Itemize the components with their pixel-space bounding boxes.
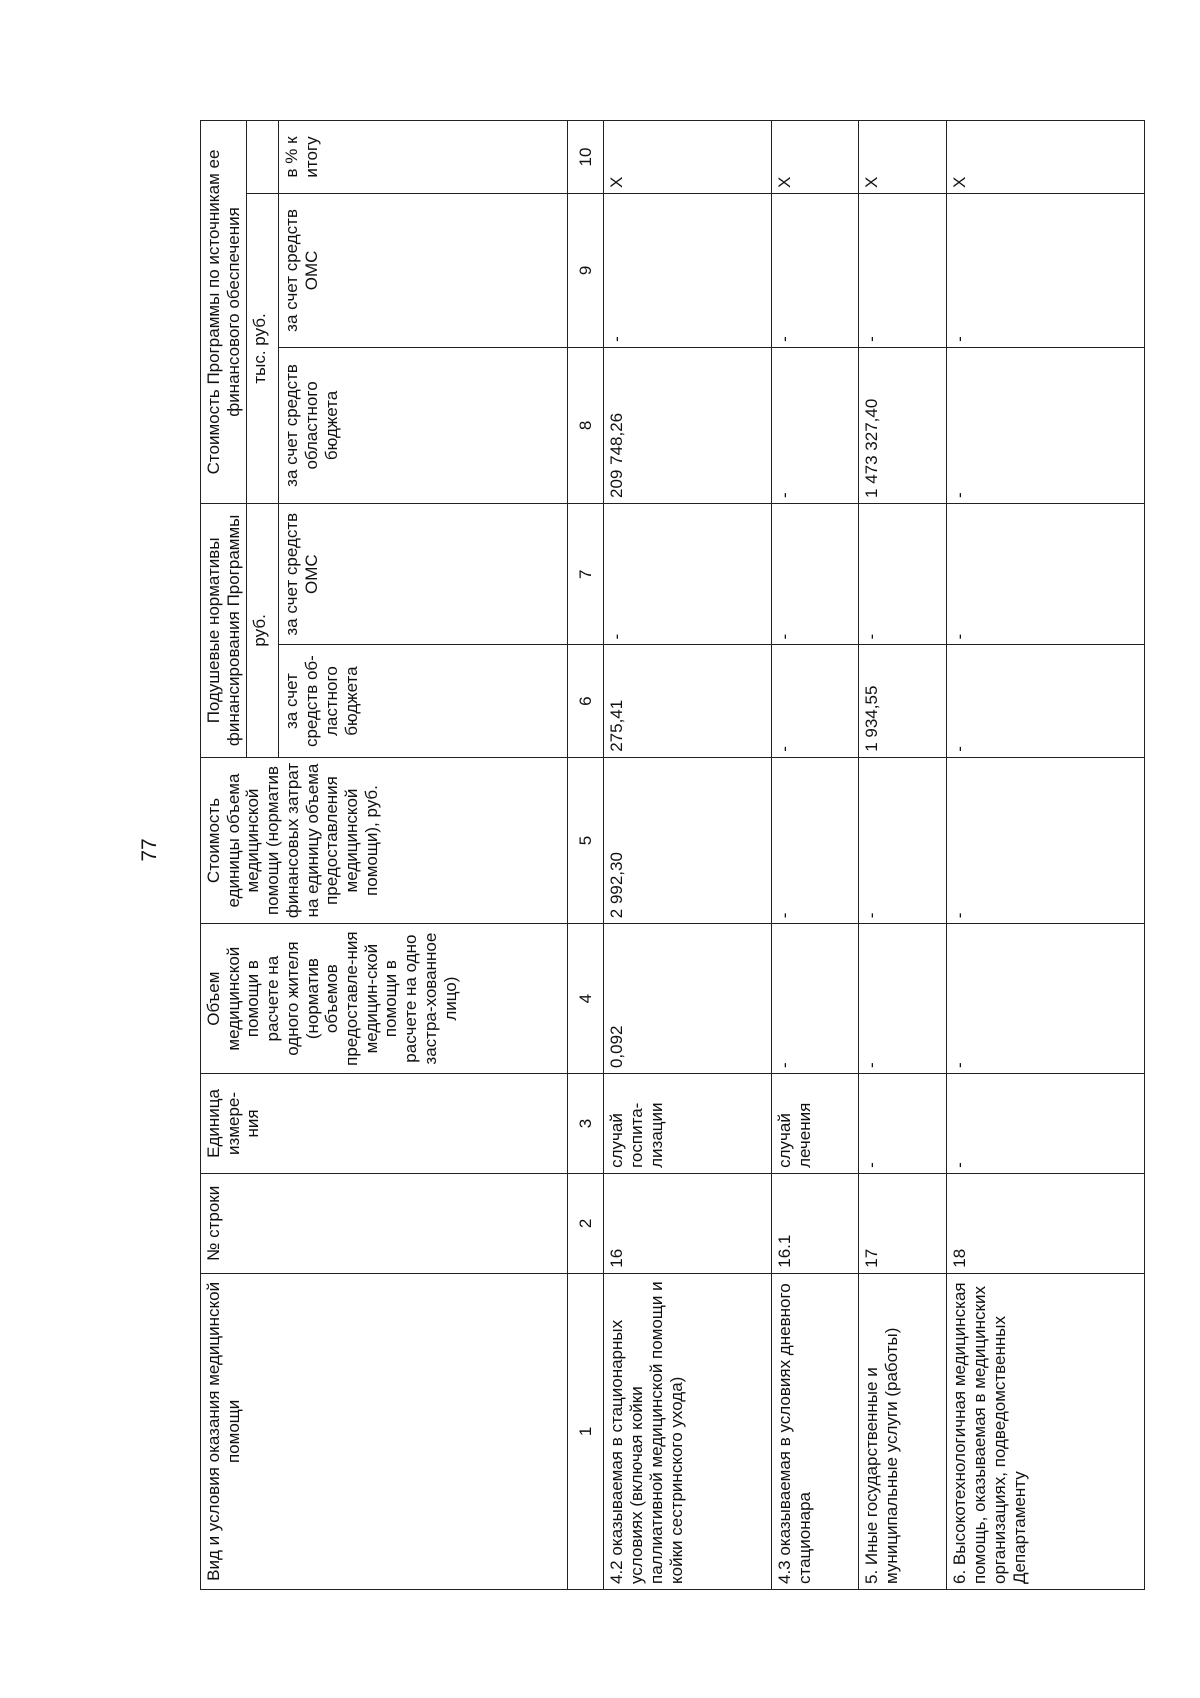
row-percent: X	[772, 121, 859, 194]
row-per-capita-oms: -	[947, 503, 1145, 644]
header-unit-cost: Стоимость единицы объема медицинской помощи (норматив финансовых затрат на единицу объема предоставления медицинской помощи), руб.	[201, 757, 568, 923]
column-number: 2	[568, 1173, 604, 1273]
header-service-type: Вид и условия оказания медицинской помощи	[201, 1273, 568, 1589]
row-line-number: 16	[604, 1173, 772, 1273]
column-number: 8	[568, 347, 604, 503]
row-per-capita-oms: -	[604, 503, 772, 644]
row-total-oms: -	[772, 193, 859, 347]
header-volume: Объем медицинской помощи в расчете на одного жителя (норматив объемов предоставле-ния медицин-ской помощи в расчете на одно застра-хованное лицо)	[201, 924, 568, 1074]
column-number: 6	[568, 645, 604, 757]
row-line-number: 18	[947, 1173, 1145, 1273]
row-total-oms: -	[859, 193, 947, 347]
column-number: 4	[568, 924, 604, 1074]
header-percent: в % к итогу	[279, 121, 568, 194]
column-number: 1	[568, 1273, 604, 1589]
column-number-row	[568, 121, 604, 1590]
row-unit: -	[859, 1074, 947, 1174]
row-total-budget: 209 748,26	[604, 347, 772, 503]
row-line-number: 16.1	[772, 1173, 859, 1273]
page-number: 77	[138, 838, 161, 862]
header-total-budget: за счет средств областного бюджета	[279, 347, 568, 503]
header-total-oms: за счет средств ОМС	[279, 193, 568, 347]
row-total-budget: -	[772, 347, 859, 503]
row-volume: -	[772, 924, 859, 1074]
row-volume: 0,092	[604, 924, 772, 1074]
row-total-budget: -	[947, 347, 1145, 503]
header-program-cost-unit: тыс. руб.	[247, 193, 279, 503]
row-service-name: 4.2 оказываемая в стационарных условиях (включая койки паллиативной медицинской помощи и койки сестринского ухода)	[604, 1273, 772, 1589]
column-number: 9	[568, 193, 604, 347]
column-number: 10	[568, 121, 604, 194]
financing-table	[200, 120, 1145, 1590]
row-per-capita-budget: 275,41	[604, 645, 772, 757]
row-unit: -	[947, 1074, 1145, 1174]
row-per-capita-budget: -	[772, 645, 859, 757]
row-service-name: 6. Высокотехнологичная медицинская помощь, оказываемая в медицинских организациях, подведомственных Департаменту	[947, 1273, 1145, 1589]
row-percent: X	[604, 121, 772, 194]
header-per-capita-unit: руб.	[247, 503, 279, 757]
row-volume: -	[947, 924, 1145, 1074]
row-unit-cost: 2 992,30	[604, 757, 772, 923]
header-per-capita-group: Подушевые нормативы финансирования Программы	[201, 503, 247, 757]
row-per-capita-oms: -	[772, 503, 859, 644]
row-per-capita-budget: -	[947, 645, 1145, 757]
table-row	[947, 121, 1145, 1590]
header-unit: Единица измере-ния	[201, 1074, 568, 1174]
header-per-capita-budget: за счет средств об-ластного бюджета	[279, 645, 568, 757]
table-row	[604, 121, 772, 1590]
row-percent: X	[859, 121, 947, 194]
column-number: 7	[568, 503, 604, 644]
row-per-capita-oms: -	[859, 503, 947, 644]
row-unit-cost: -	[859, 757, 947, 923]
row-total-oms: -	[947, 193, 1145, 347]
row-unit-cost: -	[947, 757, 1145, 923]
row-per-capita-budget: 1 934,55	[859, 645, 947, 757]
header-row-1	[201, 121, 247, 1590]
row-service-name: 5. Иные государственные и муниципальные услуги (работы)	[859, 1273, 947, 1589]
row-unit: случай госпита-лизации	[604, 1074, 772, 1174]
row-total-budget: 1 473 327,40	[859, 347, 947, 503]
row-total-oms: -	[604, 193, 772, 347]
row-volume: -	[859, 924, 947, 1074]
row-service-name: 4.3 оказываемая в условиях дневного стационара	[772, 1273, 859, 1589]
header-program-cost-group: Стоимость Программы по источникам ее финансового обеспечения	[201, 121, 247, 504]
row-unit: случай лечения	[772, 1074, 859, 1174]
rotated-table-wrapper	[200, 120, 1130, 1590]
row-percent: X	[947, 121, 1145, 194]
column-number: 5	[568, 757, 604, 923]
table-row	[859, 121, 947, 1590]
header-percent-empty	[247, 121, 279, 194]
table-row	[772, 121, 859, 1590]
row-line-number: 17	[859, 1173, 947, 1273]
header-per-capita-oms: за счет средств ОМС	[279, 503, 568, 644]
header-line-number: № строки	[201, 1173, 568, 1273]
row-unit-cost: -	[772, 757, 859, 923]
column-number: 3	[568, 1074, 604, 1174]
